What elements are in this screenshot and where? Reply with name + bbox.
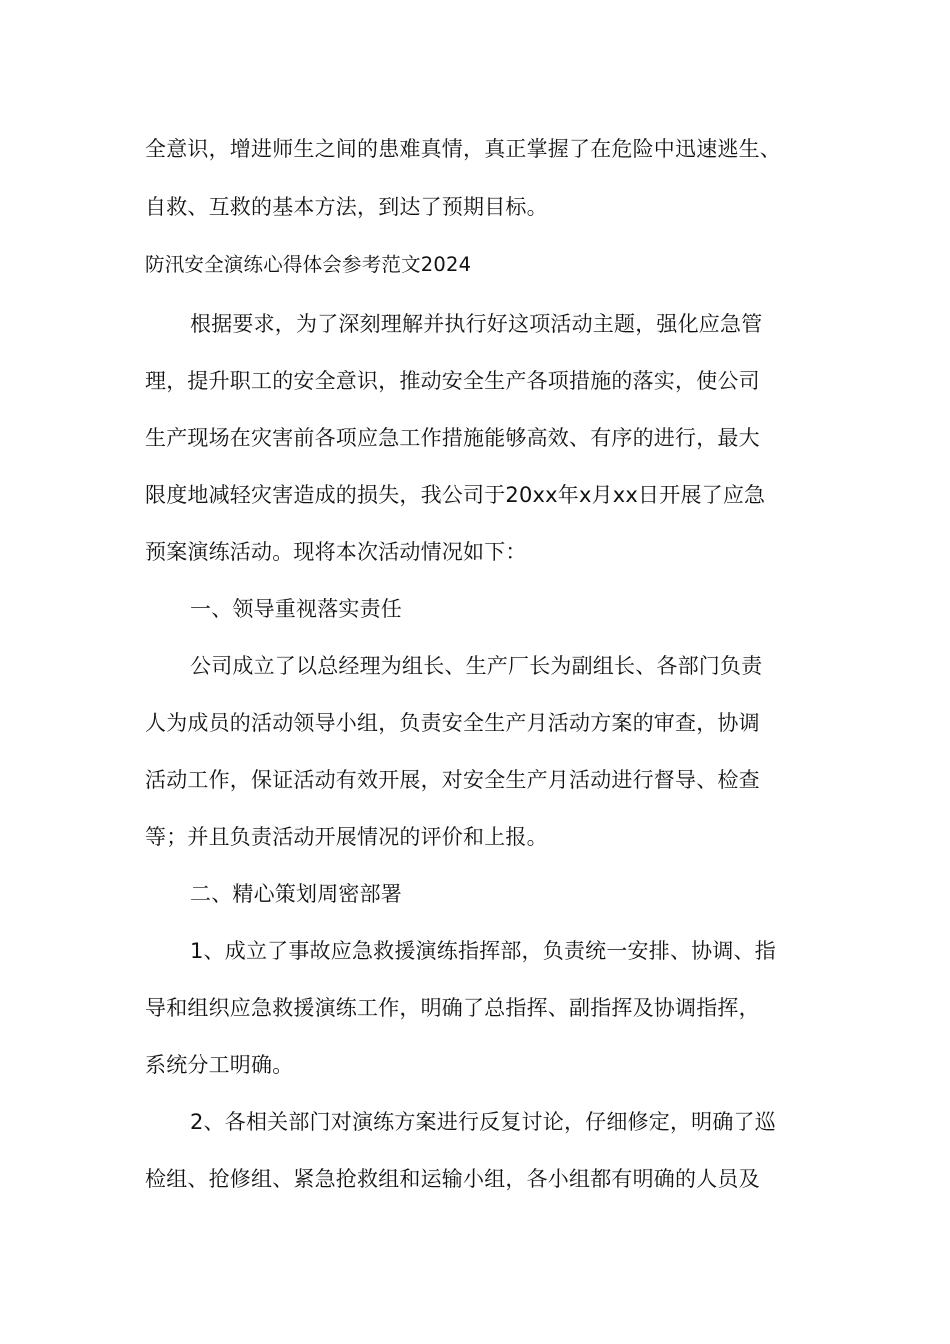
- body-line: 限度地减轻灾害造成的损失，我公司于20xx年x月xx日开展了应急: [145, 483, 766, 507]
- body-line: 预案演练活动。现将本次活动情况如下：: [145, 540, 527, 564]
- body-line: 全意识，增进师生之间的患难真情，真正掌握了在危险中迅速逃生、: [145, 137, 781, 161]
- body-line: 1、成立了事故应急救援演练指挥部，负责统一安排、协调、指: [190, 939, 776, 963]
- body-line: 检组、抢修组、紧急抢救组和运输小组，各小组都有明确的人员及: [145, 1167, 760, 1191]
- body-line: 活动工作，保证活动有效开展，对安全生产月活动进行督导、检查: [145, 768, 760, 792]
- body-line: 系统分工明确。: [145, 1053, 294, 1077]
- body-line: 人为成员的活动领导小组，负责安全生产月活动方案的审查，协调: [145, 711, 760, 735]
- body-line: 生产现场在灾害前各项应急工作措施能够高效、有序的进行，最大: [145, 426, 760, 450]
- body-line: 自救、互救的基本方法，到达了预期目标。: [145, 195, 548, 219]
- body-line: 根据要求，为了深刻理解并执行好这项活动主题，强化应急管: [190, 312, 763, 336]
- subheading: 二、精心策划周密部署: [190, 882, 402, 906]
- body-line: 等；并且负责活动开展情况的评价和上报。: [145, 825, 548, 849]
- section-title: 防汛安全演练心得体会参考范文2024: [145, 253, 472, 276]
- body-line: 理，提升职工的安全意识，推动安全生产各项措施的落实，使公司: [145, 369, 760, 393]
- body-line: 导和组织应急救援演练工作，明确了总指挥、副指挥及协调指挥，: [145, 996, 760, 1020]
- body-line: 公司成立了以总经理为组长、生产厂长为副组长、各部门负责: [190, 654, 763, 678]
- body-line: 2、各相关部门对演练方案进行反复讨论，仔细修定，明确了巡: [190, 1110, 776, 1134]
- subheading: 一、领导重视落实责任: [190, 597, 402, 621]
